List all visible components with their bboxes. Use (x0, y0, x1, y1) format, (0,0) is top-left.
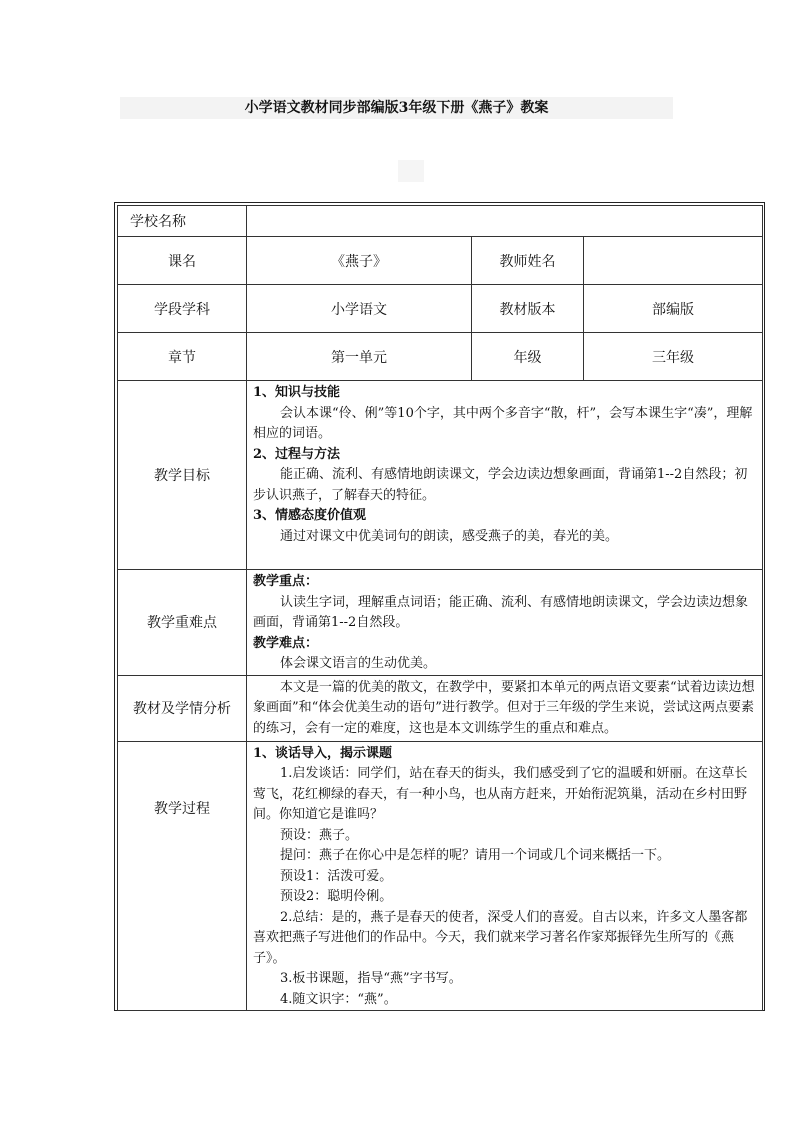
objectives-heading-1: 1、知识与技能 (253, 385, 341, 400)
process-label: 教学过程 (118, 741, 247, 1011)
edition-value: 部编版 (584, 285, 763, 333)
objectives-text-2: 能正确、流利、有感情地朗读课文，学会边读边想象画面，背诵第1--2自然段；初步认识燕子，了解春天的特征。 (253, 467, 748, 503)
objectives-text-3: 通过对课文中优美词句的朗读，感受燕子的美，春光的美。 (280, 528, 619, 544)
process-text-6: 2.总结：是的，燕子是春天的使者，深受人们的喜爱。自古以来，许多文人墨客都喜欢把燕子写进他们的作品中。今天，我们就来学习著名作家郑振铎先生所写的《燕子》。 (253, 909, 748, 966)
teacher-label: 教师姓名 (472, 237, 584, 285)
grade-value: 三年级 (584, 333, 763, 381)
process-heading-1: 1、谈话导入，揭示课题 (253, 745, 393, 761)
row-process (118, 741, 763, 1011)
analysis-content (247, 675, 763, 741)
teacher-value (584, 237, 763, 285)
lesson-plan-table (117, 205, 763, 1011)
document-title: 小学语文教材同步部编版3年级下册《燕子》教案 (244, 100, 549, 116)
key-points-label: 教学重难点 (118, 570, 247, 676)
lesson-label: 课名 (118, 237, 247, 285)
difficulties-text: 体会课文语言的生动优美。 (280, 656, 437, 671)
subject-label: 学段学科 (118, 285, 247, 333)
edition-label: 教材版本 (472, 285, 584, 333)
objectives-label: 教学目标 (118, 381, 247, 570)
row-chapter (118, 333, 763, 381)
process-text-5: 预设2：聪明伶俐。 (280, 889, 393, 904)
school-label: 学校名称 (118, 206, 247, 237)
row-analysis (118, 675, 763, 741)
objectives-content (247, 381, 763, 570)
grade-label: 年级 (472, 333, 584, 381)
process-text-4: 预设1：活泼可爱。 (280, 868, 393, 884)
objectives-heading-2: 2、过程与方法 (253, 446, 341, 462)
row-school (118, 206, 763, 237)
lesson-value: 《燕子》 (247, 237, 472, 285)
subject-value: 小学语文 (247, 285, 472, 333)
row-objectives (118, 381, 763, 570)
row-key-points (118, 570, 763, 676)
key-points-heading: 教学重点： (253, 574, 319, 589)
process-text-2: 预设：燕子。 (280, 827, 359, 843)
row-lesson (118, 237, 763, 285)
chapter-value: 第一单元 (247, 333, 472, 381)
analysis-text: 本文是一篇的优美的散文，在教学中，要紧扣本单元的两点语文要素“试着边读边想象画面”和“体会优美生动的语句”进行教学。但对于三年级的学生来说，尝试这两点要素的练习，会有一定的难度，这也是本文训练学生的重点和难点。 (253, 679, 755, 736)
school-value (247, 206, 763, 237)
process-text-8: 4.随文识字：“燕”。 (280, 991, 397, 1007)
chapter-label: 章节 (118, 333, 247, 381)
decorative-box (398, 160, 424, 182)
key-points-text: 认读生字词，理解重点词语；能正确、流利、有感情地朗读课文，学会边读边想象画面，背诵第1--2自然段。 (253, 594, 749, 630)
objectives-text-1: 会认本课“伶、俐”等10个字，其中两个多音字“散，杆”，会写本课生字“凑”，理解相应的词语。 (253, 405, 753, 441)
process-text-1: 1.启发谈话：同学们，站在春天的街头，我们感受到了它的温暖和妍丽。在这草长莺飞，花红柳绿的春天，有一种小鸟，也从南方赶来，开始衔泥筑巢，活动在乡村田野间。你知道它是谁吗？ (253, 766, 748, 822)
difficulties-heading: 教学难点： (253, 635, 319, 651)
process-text-3: 提问：燕子在你心中是怎样的呢？请用一个词或几个词来概括一下。 (280, 848, 671, 863)
key-points-content (247, 570, 763, 676)
objectives-heading-3: 3、情感态度价值观 (253, 508, 367, 523)
process-text-7: 3.板书课题，指导“燕”字书写。 (280, 971, 462, 986)
process-content (247, 741, 763, 1011)
analysis-label: 教材及学情分析 (118, 675, 247, 741)
row-subject (118, 285, 763, 333)
